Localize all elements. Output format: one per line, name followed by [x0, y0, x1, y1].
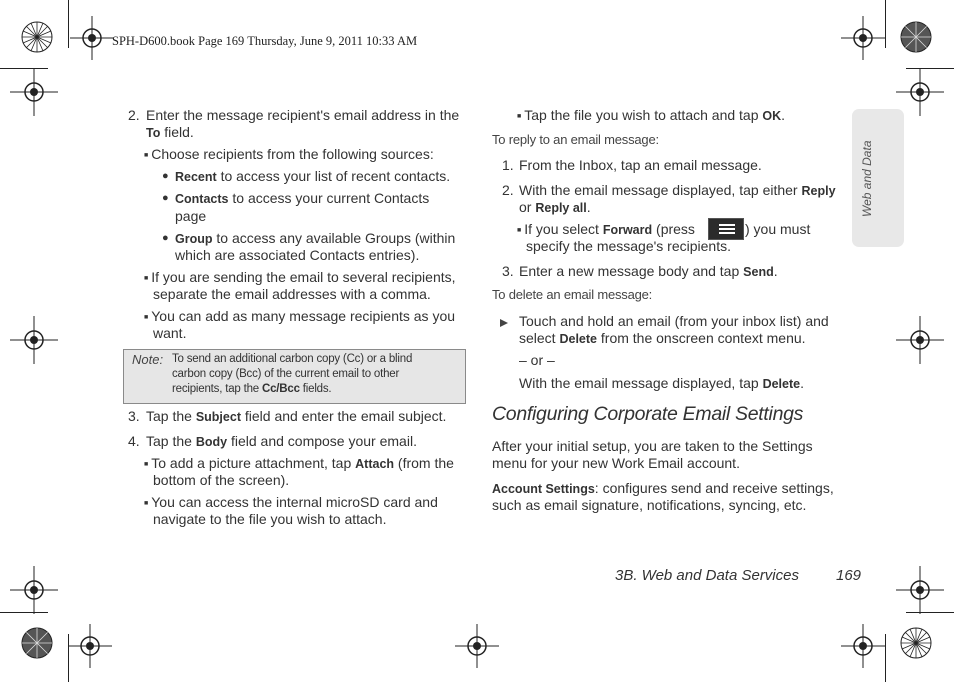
- bold-term: To: [146, 126, 161, 140]
- bullet-dot: ●: [162, 192, 169, 204]
- bullet-dot: ●: [162, 232, 169, 244]
- step-text: Tap the Body field and compose your email.: [146, 433, 417, 449]
- list-item-continued: page: [175, 208, 207, 224]
- procedure-heading: To delete an email message:: [492, 287, 653, 302]
- list-item: Contacts to access your current Contacts: [175, 190, 430, 206]
- step-number: 2.: [128, 107, 140, 123]
- registration-mark-icon: [10, 68, 58, 116]
- menu-key-icon: [708, 218, 744, 240]
- side-tab-label: Web and Data: [860, 140, 874, 217]
- registration-mark-icon: [896, 316, 944, 364]
- bullet-item-continued: separate the email addresses with a comma.: [153, 286, 431, 302]
- step-text: With the email message displayed, tap Delete.: [519, 375, 804, 391]
- note-label: Note:: [132, 352, 164, 367]
- bullet-item-continued: ) you must: [745, 221, 811, 237]
- registration-mark-icon: [10, 566, 58, 614]
- step-text: Tap the Subject field and enter the email subject.: [146, 408, 447, 424]
- starburst-target-icon: [21, 627, 53, 659]
- registration-mark-icon: [70, 16, 114, 60]
- paragraph: After your initial setup, you are taken to the Settings: [492, 438, 813, 454]
- step-number: 4.: [128, 433, 140, 449]
- registration-mark-icon: [68, 624, 112, 668]
- note-box: [123, 349, 466, 404]
- registration-mark-icon: [10, 316, 58, 364]
- list-item: Recent to access your list of recent contacts.: [175, 168, 451, 184]
- section-side-tab: [852, 109, 904, 247]
- list-item-continued: which are associated Contacts entries).: [175, 247, 420, 263]
- paragraph: Account Settings: configures send and receive settings,: [492, 480, 834, 496]
- step-text: With the email message displayed, tap either Reply: [519, 182, 836, 198]
- list-item: Group to access any available Groups (within: [175, 230, 456, 246]
- bullet-item: ■ Tap the file you wish to attach and tap OK.: [517, 107, 786, 123]
- bullet-item: ■ You can access the internal microSD card and: [144, 494, 438, 510]
- starburst-target-icon: [900, 627, 932, 659]
- starburst-target-icon: [21, 21, 53, 53]
- step-number: 3.: [502, 263, 514, 279]
- page-number: 169: [836, 567, 862, 584]
- step-text: Enter the message recipient's email address in the: [146, 107, 460, 123]
- procedure-heading: To reply to an email message:: [492, 132, 659, 147]
- step-number: 1.: [502, 157, 514, 173]
- bullet-item-continued: want.: [153, 325, 187, 341]
- bullet-dot: ●: [162, 170, 169, 182]
- bullet-item-continued: specify the message's recipients.: [526, 238, 731, 254]
- note-text: To send an additional carbon copy (Cc) or a blind carbon copy (Bcc) of the current email to other recipients, tap the Cc/Bcc fields.: [172, 353, 413, 395]
- registration-mark-icon: [455, 624, 499, 668]
- bullet-item-continued: bottom of the screen).: [153, 472, 290, 488]
- registration-mark-icon: [896, 68, 944, 116]
- registration-mark-icon: [896, 566, 944, 614]
- bullet-item: ■ To add a picture attachment, tap Attach (from the: [144, 455, 454, 471]
- paragraph: such as email signature, notifications, syncing, etc.: [492, 497, 807, 513]
- step-text-continued: or Reply all.: [519, 199, 591, 215]
- or-separator: – or –: [519, 352, 555, 368]
- step-text: To field.: [146, 124, 194, 140]
- step-text-continued: select Delete from the onscreen context menu.: [519, 330, 806, 346]
- footer-section: 3B. Web and Data Services: [615, 567, 799, 584]
- bullet-item: ■ Choose recipients from the following sources:: [144, 146, 434, 162]
- book-info-header: SPH-D600.book Page 169 Thursday, June 9, 2011 10:33 AM: [112, 34, 418, 48]
- bullet-item: ■ You can add as many message recipients as you: [144, 308, 456, 324]
- paragraph: menu for your new Work Email account.: [492, 455, 740, 471]
- section-title: Configuring Corporate Email Settings: [492, 403, 804, 425]
- step-number: 2.: [502, 182, 514, 198]
- step-text: Enter a new message body and tap Send.: [519, 263, 778, 279]
- step-number: 3.: [128, 408, 140, 424]
- triangle-right-icon: [499, 318, 509, 328]
- bullet-item-continued: navigate to the file you wish to attach.: [153, 511, 387, 527]
- starburst-target-icon: [900, 21, 932, 53]
- bullet-item: ■ If you select Forward (press: [517, 221, 695, 237]
- registration-mark-icon: [841, 16, 885, 60]
- step-text: From the Inbox, tap an email message.: [519, 157, 762, 173]
- step-text: Touch and hold an email (from your inbox list) and: [519, 313, 829, 329]
- bullet-item: ■ If you are sending the email to several recipients,: [144, 269, 456, 285]
- registration-mark-icon: [841, 624, 885, 668]
